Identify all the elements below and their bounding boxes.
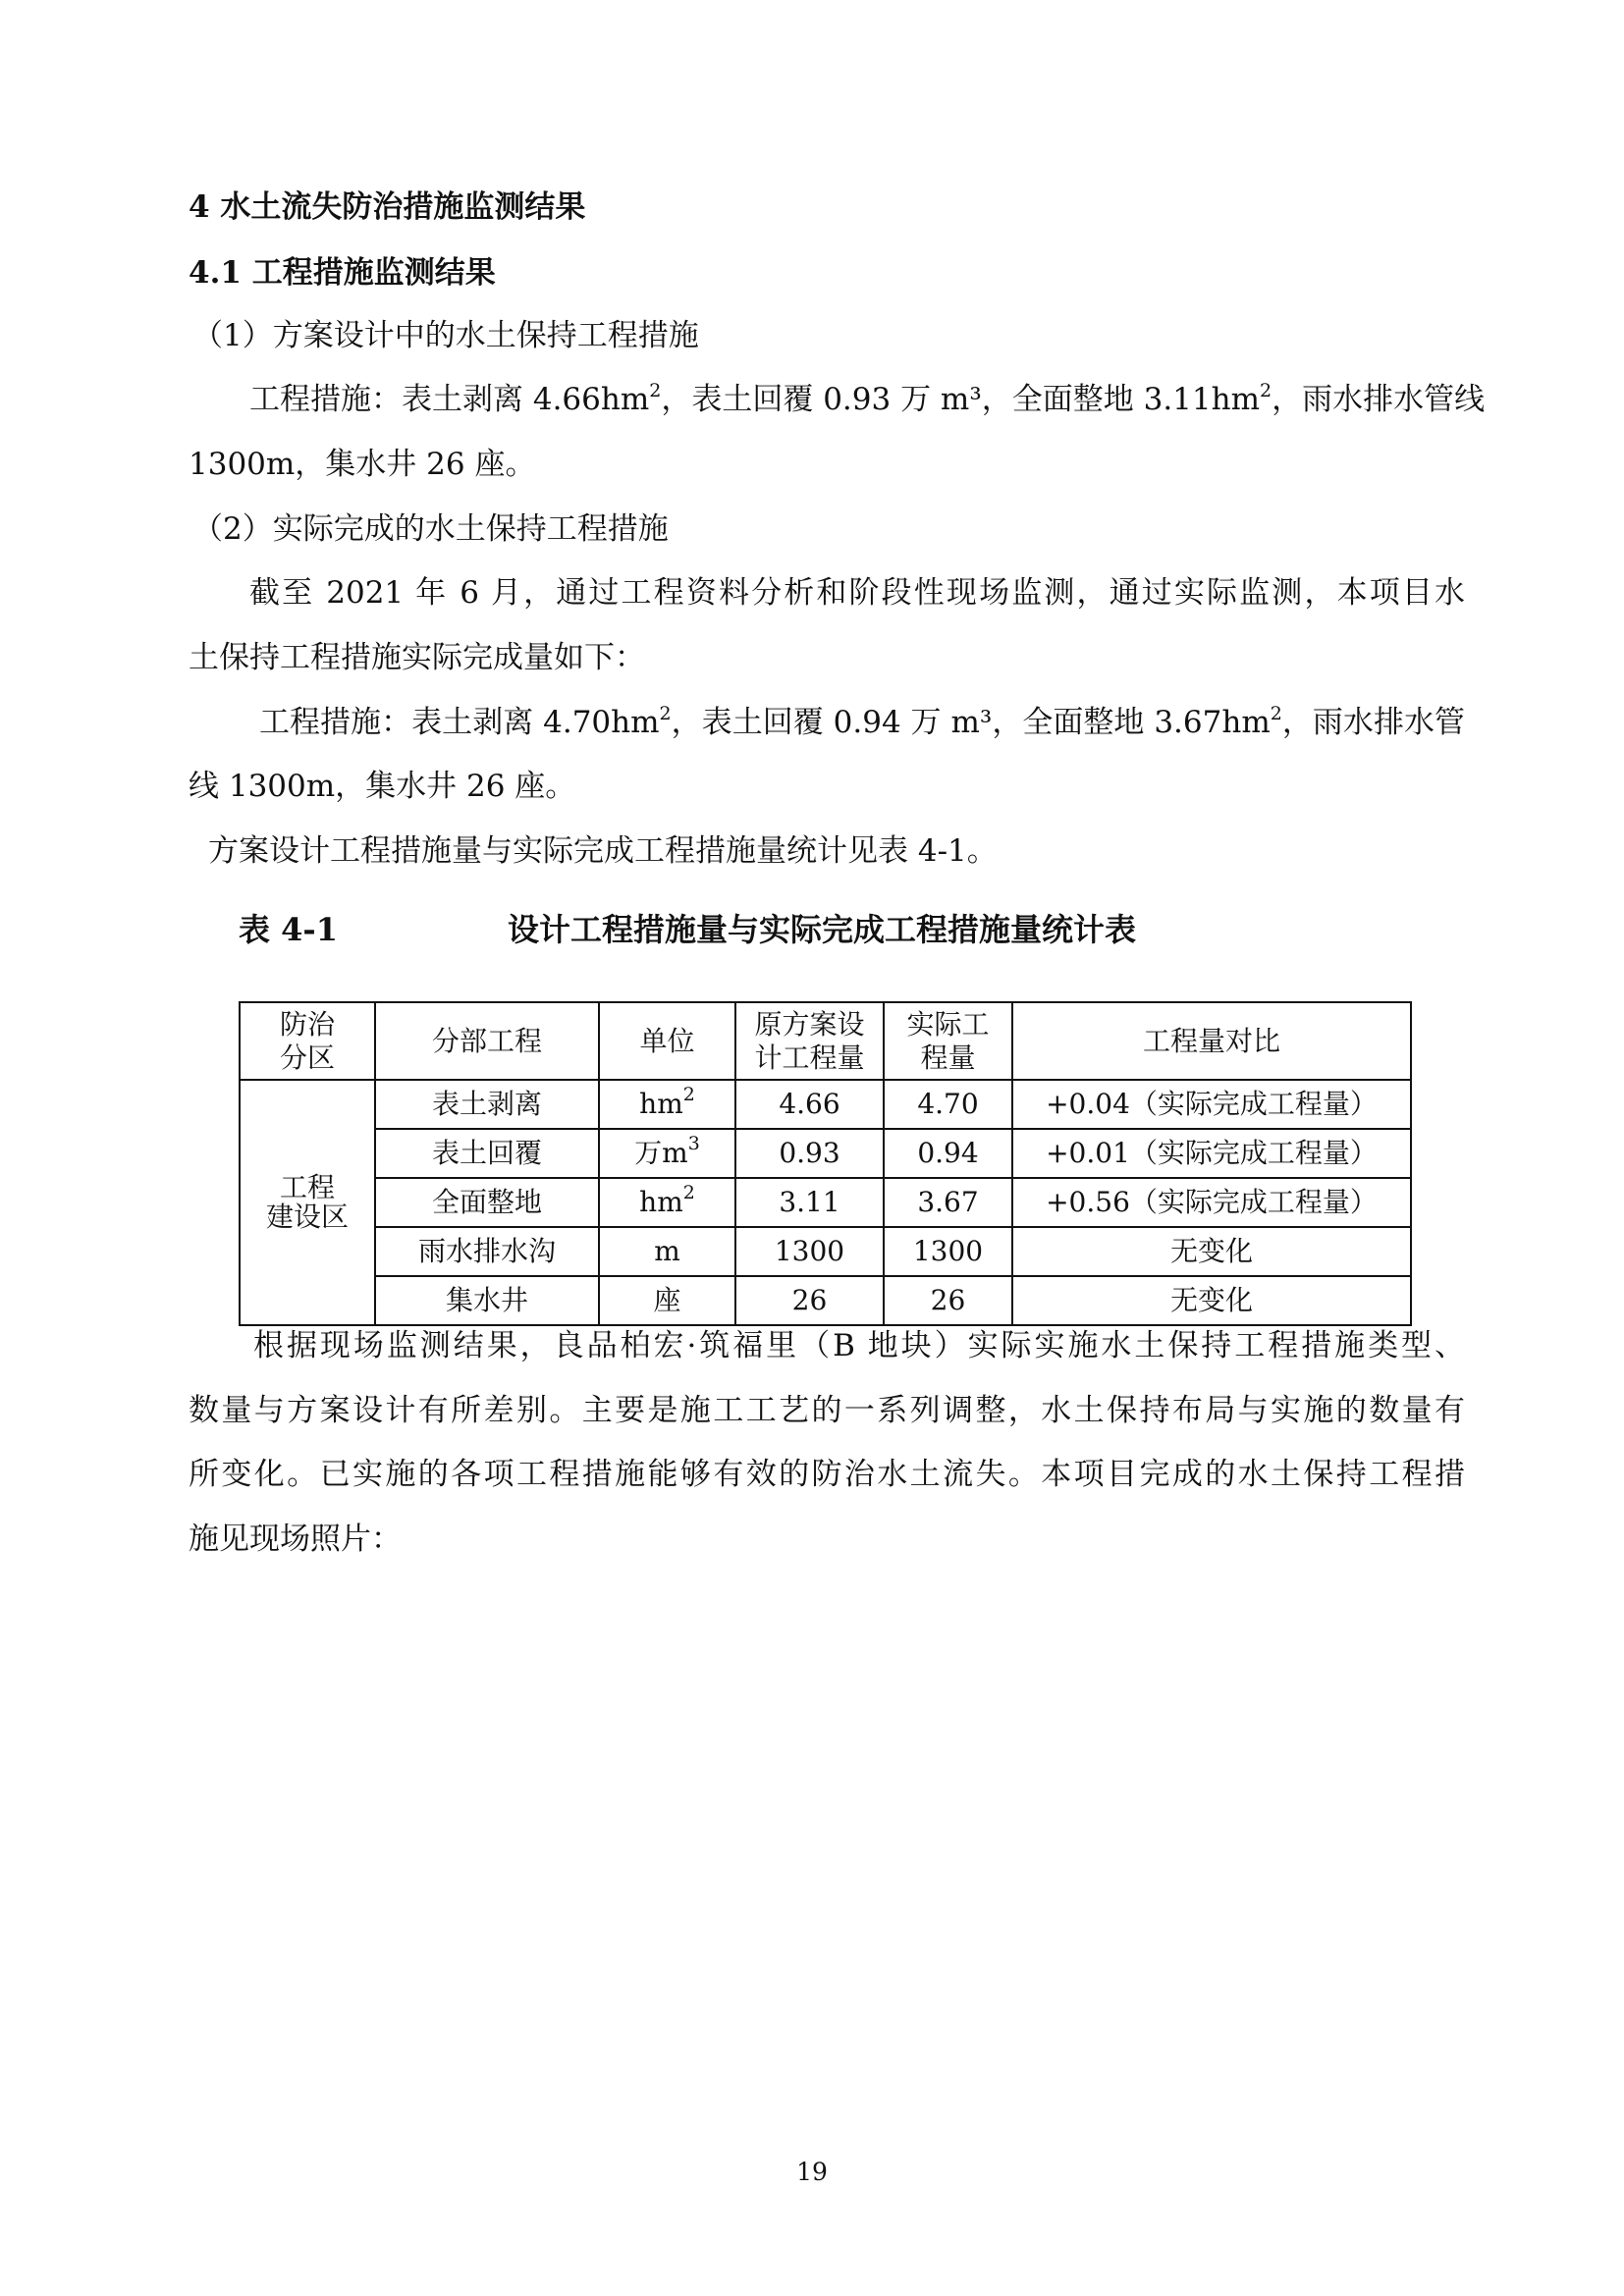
design-measures-line-1: 工程措施：表土剥离 $4.66hm^2$，表土回覆 0.93 万 m³，全面整地 $3.11hm^2$，雨水排水管线 <box>249 380 1486 417</box>
conclusion-line-2: 数量与方案设计有所差别。主要是施工工艺的一系列调整，水土保持布局与实施的数量有 <box>189 1393 1465 1428</box>
header-comparison: 工程量对比 <box>1012 1002 1411 1080</box>
comparison-cell: +0.56（实际完成工程量） <box>1012 1178 1411 1227</box>
unit-cell: 万$m^3$ <box>599 1129 735 1178</box>
design-cell: 1300 <box>735 1227 884 1276</box>
design-measures-line-2: 1300m，集水井 26 座。 <box>189 447 536 482</box>
measures-comparison-table <box>239 1001 1412 1326</box>
actual-measures-line-1: 工程措施：表土剥离 $4.70hm^2$，表土回覆 0.94 万 m³，全面整地 $3.67hm^2$，雨水排水管 <box>259 703 1465 740</box>
comparison-cell: 无变化 <box>1012 1276 1411 1325</box>
unit-cell: $hm^2$ <box>599 1178 735 1227</box>
unit-cell: 座 <box>599 1276 735 1325</box>
comparison-cell: 无变化 <box>1012 1227 1411 1276</box>
table-header-row <box>240 1002 1411 1080</box>
actual-intro-line-1: 截至 2021 年 6 月，通过工程资料分析和阶段性现场监测，通过实际监测，本项目水 <box>249 575 1465 611</box>
table-label: 表 4-1 <box>239 911 338 948</box>
actual-cell: 3.67 <box>884 1178 1012 1227</box>
table-reference-text: 方案设计工程措施量与实际完成工程措施量统计见表 4-1。 <box>208 833 998 869</box>
table-row <box>240 1276 1411 1325</box>
subsection-heading: 4.1 工程措施监测结果 <box>189 255 496 291</box>
item-cell: 表土回覆 <box>375 1129 599 1178</box>
actual-measures-line-2: 线 1300m，集水井 26 座。 <box>189 769 576 804</box>
actual-intro-line-2: 土保持工程措施实际完成量如下： <box>189 640 645 675</box>
table-row <box>240 1227 1411 1276</box>
design-cell: 26 <box>735 1276 884 1325</box>
design-cell: 3.11 <box>735 1178 884 1227</box>
actual-measures-heading: （2）实际完成的水土保持工程措施 <box>192 511 669 547</box>
actual-cell: 1300 <box>884 1227 1012 1276</box>
header-zone: 防治 分区 <box>240 1002 375 1080</box>
conclusion-line-3: 所变化。已实施的各项工程措施能够有效的防治水土流失。本项目完成的水土保持工程措 <box>189 1457 1465 1492</box>
table-caption: 设计工程措施量与实际完成工程措施量统计表 <box>508 911 1137 948</box>
actual-cell: 0.94 <box>884 1129 1012 1178</box>
conclusion-line-1: 根据现场监测结果，良品柏宏·筑福里（B 地块）实际实施水土保持工程措施类型、 <box>253 1328 1465 1363</box>
header-unit: 单位 <box>599 1002 735 1080</box>
table-row <box>240 1080 1411 1129</box>
actual-cell: 4.70 <box>884 1080 1012 1129</box>
zone-cell: 工程 建设区 <box>240 1080 375 1325</box>
item-cell: 全面整地 <box>375 1178 599 1227</box>
header-design-amount: 原方案设 计工程量 <box>735 1002 884 1080</box>
header-actual-amount: 实际工 程量 <box>884 1002 1012 1080</box>
table-row <box>240 1129 1411 1178</box>
conclusion-line-4: 施见现场照片： <box>189 1522 402 1557</box>
unit-cell: m <box>599 1227 735 1276</box>
item-cell: 集水井 <box>375 1276 599 1325</box>
design-measures-heading: （1）方案设计中的水土保持工程措施 <box>192 318 699 353</box>
section-heading: 4 水土流失防治措施监测结果 <box>189 189 586 225</box>
design-cell: 4.66 <box>735 1080 884 1129</box>
unit-cell: $hm^2$ <box>599 1080 735 1129</box>
comparison-cell: +0.01（实际完成工程量） <box>1012 1129 1411 1178</box>
item-cell: 雨水排水沟 <box>375 1227 599 1276</box>
design-cell: 0.93 <box>735 1129 884 1178</box>
header-item: 分部工程 <box>375 1002 599 1080</box>
page-number: 19 <box>796 2158 828 2186</box>
comparison-cell: +0.04（实际完成工程量） <box>1012 1080 1411 1129</box>
item-cell: 表土剥离 <box>375 1080 599 1129</box>
actual-cell: 26 <box>884 1276 1012 1325</box>
table-row <box>240 1178 1411 1227</box>
